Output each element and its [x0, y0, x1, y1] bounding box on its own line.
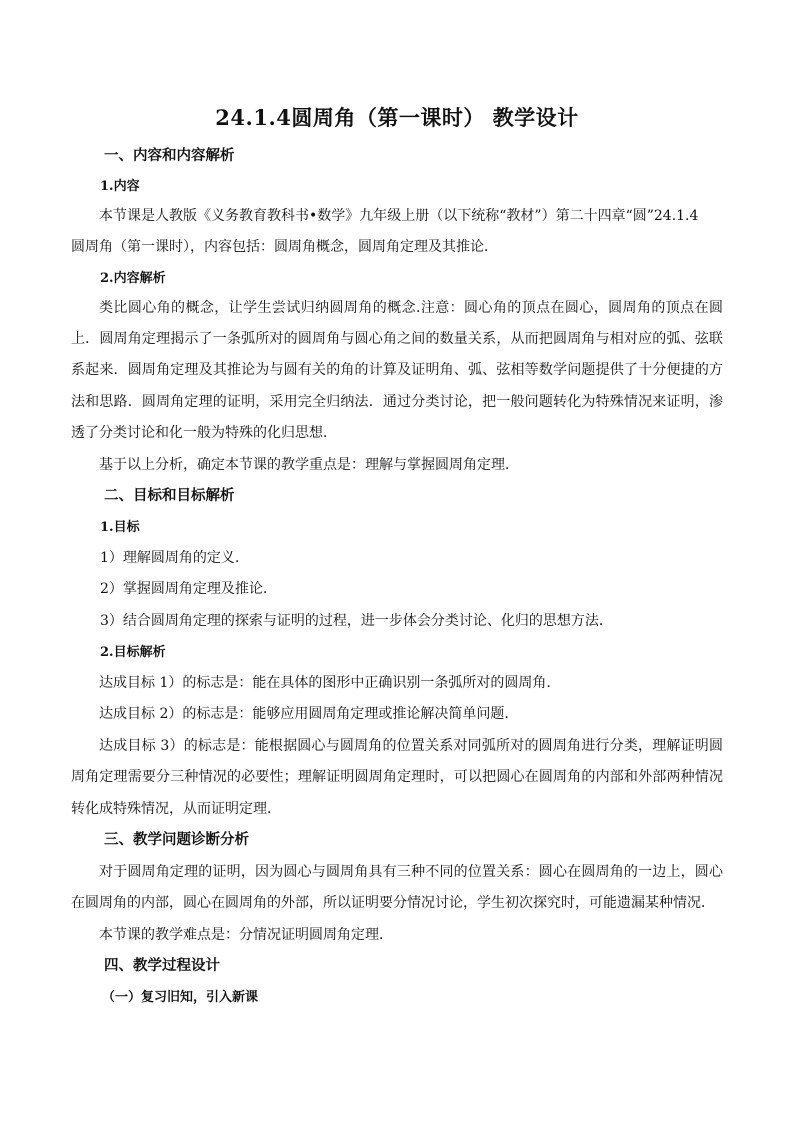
section-1-subheading-content: 1.内容: [100, 179, 140, 194]
section-1-paragraph-2-line-4: 法和思路．圆周角定理的证明，采用完全归纳法．通过分类讨论，把一般问题转化为特殊情况来证明，渗: [71, 394, 723, 410]
goal-3: 3）结合圆周角定理的探索与证明的过程，进一步体会分类讨论、化归的思想方法．: [100, 613, 613, 629]
section-2-subheading-analysis: 2.目标解析: [100, 645, 166, 660]
section-1-paragraph-1-line-2: 圆周角（第一课时），内容包括：圆周角概念，圆周角定理及其推论．: [71, 239, 498, 255]
section-1-paragraph-3: 基于以上分析，确定本节课的教学重点是：理解与掌握圆周角定理．: [99, 457, 519, 473]
section-1-paragraph-2-line-5: 透了分类讨论和化一般为特殊的化归思想．: [71, 425, 337, 441]
section-3-heading: 三、教学问题诊断分析: [104, 831, 249, 848]
section-4-heading: 四、教学过程设计: [104, 957, 220, 974]
section-1-paragraph-2-line-2: 上．圆周角定理揭示了一条弧所对的圆周角与圆心角之间的数量关系，从而把圆周角与相对应的弧、弦联: [71, 331, 723, 347]
section-3-paragraph-1-line-1: 对于圆周角定理的证明，因为圆心与圆周角具有三种不同的位置关系：圆心在圆周角的一边上，圆心: [99, 864, 723, 880]
goal-2: 2）掌握圆周角定理及推论.: [100, 581, 268, 597]
document-title: 24.1.4圆周角（第一课时） 教学设计: [215, 105, 579, 130]
section-1-paragraph-1-line-1: 本节课是人教版《义务教育教科书•数学》九年级上册（以下统称“教材”）第二十四章“圆”24.1.4: [99, 208, 699, 224]
goal-analysis-3-line-1: 达成目标 3）的标志是：能根据圆心与圆周角的位置关系对同弧所对的圆周角进行分类，理解证明圆: [99, 738, 723, 754]
goal-analysis-3-line-2: 周角定理需要分三种情况的必要性；理解证明圆周角定理时，可以把圆心在圆周角的内部和外部两种情况: [71, 769, 723, 785]
section-3-paragraph-1-line-2: 在圆周角的内部，圆心在圆周角的外部，所以证明要分情况讨论，学生初次探究时，可能遗漏某种情况．: [71, 895, 715, 911]
section-1-heading: 一、内容和内容解析: [104, 147, 235, 164]
goal-analysis-3-line-3: 转化成特殊情况，从而证明定理．: [71, 801, 281, 817]
goal-1: 1）理解圆周角的定义.: [100, 550, 240, 566]
section-3-paragraph-2: 本节课的教学难点是：分情况证明圆周角定理．: [99, 927, 393, 943]
goal-analysis-2: 达成目标 2）的标志是：能够应用圆周角定理或推论解决简单问题.: [99, 706, 509, 722]
section-2-subheading-goals: 1.目标: [100, 520, 140, 535]
goal-analysis-1: 达成目标 1）的标志是：能在具体的图形中正确识别一条弧所对的圆周角.: [99, 675, 551, 691]
section-4-subheading-review: （一）复习旧知，引入新课: [102, 990, 259, 1005]
section-2-heading: 二、目标和目标解析: [104, 487, 235, 504]
section-1-paragraph-2-line-3: 系起来．圆周角定理及其推论为与圆有关的角的计算及证明角、弧、弦相等数学问题提供了十分便捷的方: [71, 362, 723, 378]
section-1-subheading-analysis: 2.内容解析: [100, 271, 166, 286]
section-1-paragraph-2-line-1: 类比圆心角的概念，让学生尝试归纳圆周角的概念.注意：圆心角的顶点在圆心，圆周角的顶点在圆: [99, 300, 723, 316]
